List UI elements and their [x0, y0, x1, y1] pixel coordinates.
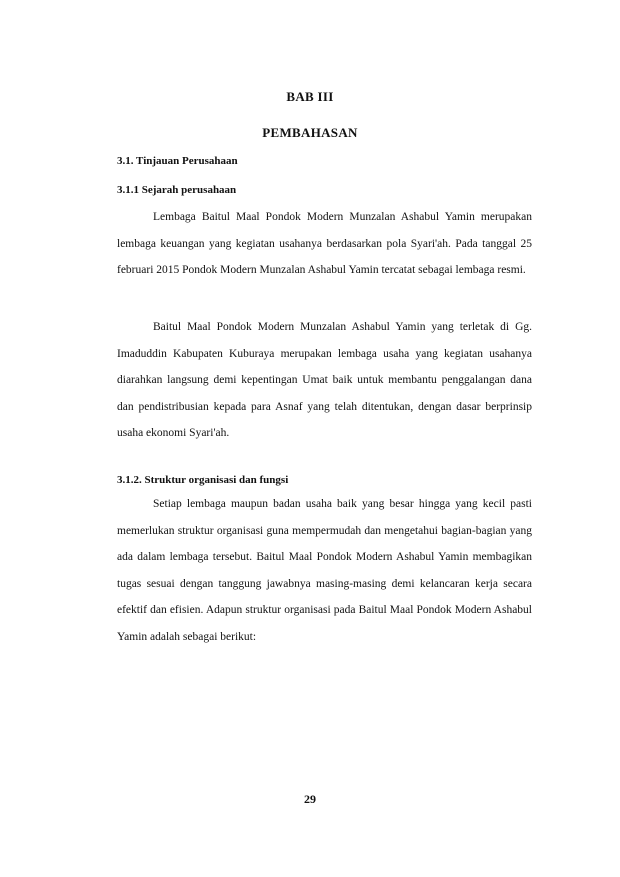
- page-number: 29: [304, 792, 316, 806]
- chapter-title: PEMBAHASAN: [262, 125, 358, 140]
- section-heading-3-1: 3.1. Tinjauan Perusahaan: [117, 155, 238, 167]
- subsection-heading-3-1-2: 3.1.2. Struktur organisasi dan fungsi: [117, 474, 289, 486]
- paragraph-structure: Setiap lembaga maupun badan usaha baik yang besar hingga yang kecil pasti memerlukan struktur organisasi guna mempermudah dan mengetahui bagian-bagian yang ada dalam lembaga tersebut. Baitul Maal Pondok Modern Ashabul Yamin membagikan tugas sesuai dengan tanggung jawabnya masing-masing demi kelancaran kerja secara efektif dan efisien. Adapun struktur organisasi pada Baitul Maal Pondok Modern Ashabul Yamin adalah sebagai berikut:: [117, 498, 532, 643]
- paragraph-history-1: Lembaga Baitul Maal Pondok Modern Munzalan Ashabul Yamin merupakan lembaga keuangan yang kegiatan usahanya berdasarkan pola Syari'ah. Pada tanggal 25 februari 2015 Pondok Modern Munzalan Ashabul Yamin tercatat sebagai lembaga resmi.: [117, 211, 532, 277]
- chapter-heading: BAB III: [286, 89, 334, 104]
- paragraph-history-2: Baitul Maal Pondok Modern Munzalan Ashabul Yamin yang terletak di Gg. Imaduddin Kabupaten Kuburaya merupakan lembaga usaha yang kegiatan usahanya diarahkan langsung demi kepentingan Umat baik untuk membantu penggalangan dana dan pendistribusian kepada para Asnaf yang telah ditentukan, dengan dasar berprinsip usaha ekonomi Syari'ah.: [117, 321, 532, 440]
- subsection-heading-3-1-1: 3.1.1 Sejarah perusahaan: [117, 184, 237, 196]
